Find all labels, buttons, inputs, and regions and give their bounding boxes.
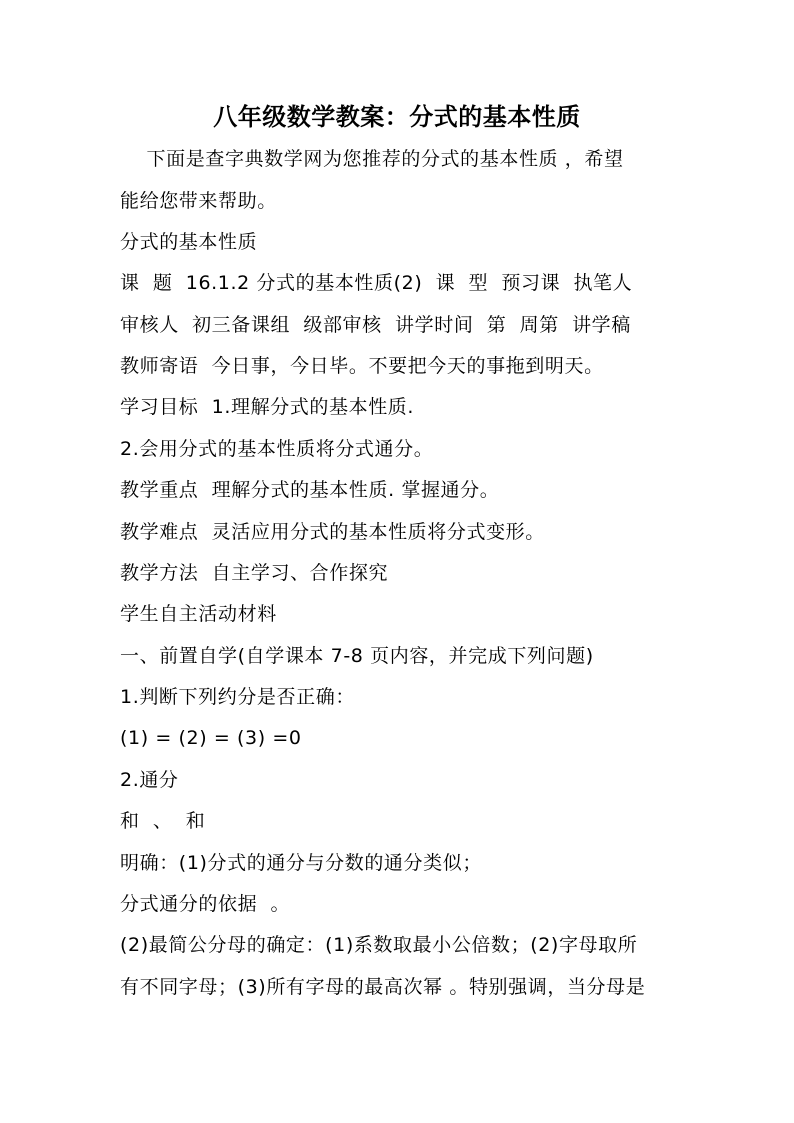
text-line-17: 和 、 和 — [120, 810, 206, 832]
text-line-4: 课 题 16.1.2 分式的基本性质(2) 课 型 预习课 执笔人 — [120, 272, 633, 294]
text-line-14: 1.判断下列约分是否正确： — [120, 686, 355, 708]
text-line-15: (1) = (2) = (3) =0 — [120, 727, 302, 749]
text-line-5: 审核人 初三备课组 级部审核 讲学时间 第 周第 讲学稿 — [120, 314, 631, 336]
text-line-20: (2)最简公分母的确定：(1)系数取最小公倍数；(2)字母取所 — [120, 934, 638, 956]
text-line-18: 明确：(1)分式的通分与分数的通分类似； — [120, 852, 482, 874]
text-line-10: 教学难点 灵活应用分式的基本性质将分式变形。 — [120, 521, 545, 543]
text-line-16: 2.通分 — [120, 769, 179, 791]
text-line-13: 一、前置自学(自学课本 7-8 页内容，并完成下列问题) — [120, 645, 594, 667]
text-line-2: 能给您带来帮助。 — [120, 190, 277, 212]
text-line-11: 教学方法 自主学习、合作探究 — [120, 562, 389, 584]
page-title: 八年级数学教案：分式的基本性质 — [213, 102, 581, 131]
text-line-12: 学生自主活动材料 — [120, 603, 277, 625]
text-line-9: 教学重点 理解分式的基本性质. 掌握通分。 — [120, 479, 500, 501]
text-line-3: 分式的基本性质 — [120, 231, 258, 253]
text-line-7: 学习目标 1.理解分式的基本性质. — [120, 396, 415, 418]
text-line-19: 分式通分的依据 。 — [120, 893, 291, 915]
text-line-1: 下面是查字典数学网为您推荐的分式的基本性质 ，希望 — [120, 148, 624, 170]
text-line-21: 有不同字母；(3)所有字母的最高次幂 。特别强调，当分母是 — [120, 976, 646, 998]
text-line-6: 教师寄语 今日事，今日毕。不要把今天的事拖到明天。 — [120, 355, 604, 377]
text-line-8: 2.会用分式的基本性质将分式通分。 — [120, 438, 434, 460]
